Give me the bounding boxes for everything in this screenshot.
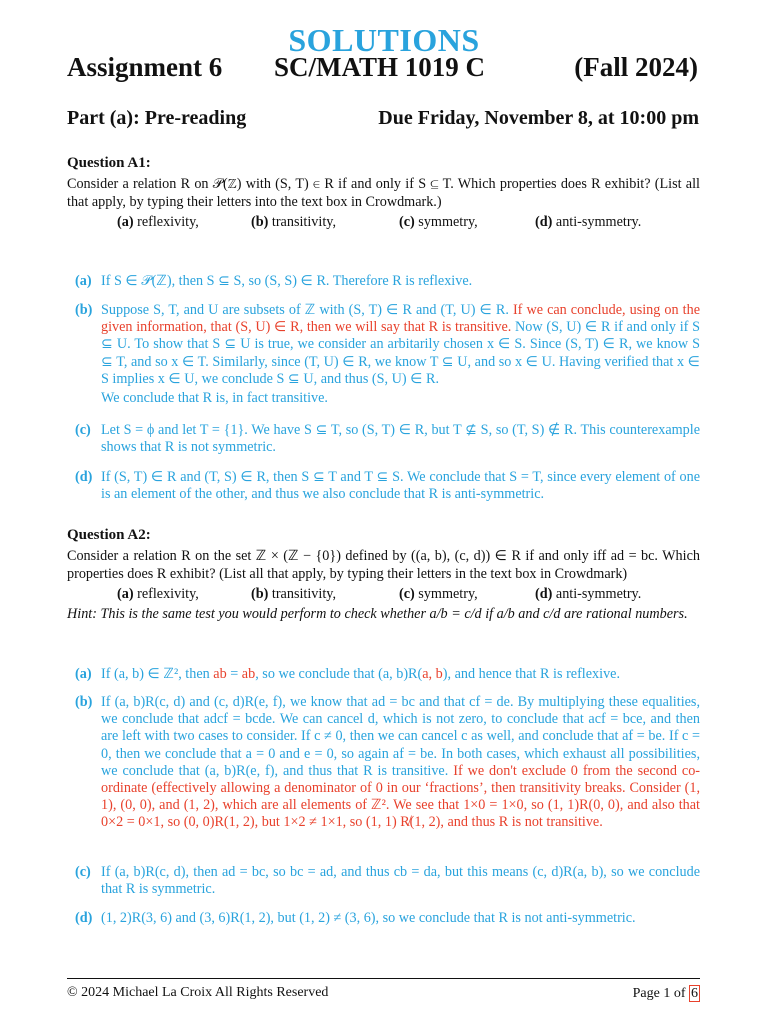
solutions-title: SOLUTIONS <box>288 22 480 58</box>
answer-a2-c: (c) If (a, b)R(c, d), then ad = bc, so bc = ad, and thus cb = da, but this means (c, d)R(a, b), so we conclude that R is symmetric. <box>75 864 700 898</box>
answer-a1-d: (d) If (S, T) ∈ R and (T, S) ∈ R, then S ⊆ T and T ⊆ S. We conclude that S = T, since every element of one is an element of the other, and thus we also conclude that R is anti-symmetric. <box>75 469 700 503</box>
answer-a2-a: (a) If (a, b) ∈ ℤ², then ab = ab, so we conclude that (a, b)R(a, b), and hence that R is reflexive. <box>75 666 621 682</box>
option-b: (b) transitivity, <box>251 586 336 602</box>
option-a: (a) reflexivity, <box>117 214 199 230</box>
due-date: Due Friday, November 8, at 10:00 pm <box>378 107 699 129</box>
course-code: SC/MATH 1019 C <box>274 52 486 82</box>
question-a2-text: Consider a relation R on the set ℤ × (ℤ − {0}) defined by ((a, b), (c, d)) ∈ R if and only iff ad = bc. Which properties does R exhibit? (List all that apply, by typing their letters in the text box in Crowdmark) <box>67 548 700 582</box>
term: (Fall 2024) <box>574 52 698 82</box>
part-title: Part (a): Pre-reading <box>67 107 247 129</box>
instructor-note: If we can conclude, using on the given information, that (S, U) ∈ R, then we will say that R is transitive. <box>101 302 700 336</box>
question-a1-title: Question A1: <box>67 155 151 171</box>
assignment-title: Assignment 6 <box>67 52 223 82</box>
page-number: Page 1 of 6 <box>632 986 698 1001</box>
answer-a1-c: (c) Let S = ϕ and let T = {1}. We have S ⊆ T, so (S, T) ∈ R, but T ⊈ S, so (T, S) ∉ R. This counterexample shows that R is not symmetric. <box>75 422 700 456</box>
option-d: (d) anti-symmetry. <box>535 214 642 230</box>
footer-rule <box>67 978 700 979</box>
option-a: (a) reflexivity, <box>117 586 199 602</box>
question-a1-text: Consider a relation R on 𝒫(ℤ) with (S, T) ∈ R if and only if S ⊆ T. Which properties does R exhibit? (List all that apply, by typing their letters into the text box in Crowdmark.) <box>67 176 700 210</box>
answer-a1-a: (a) If S ∈ 𝒫(ℤ), then S ⊆ S, so (S, S) ∈ R. Therefore R is reflexive. <box>75 273 473 289</box>
total-pages-link[interactable]: 6 <box>691 986 698 1001</box>
option-d: (d) anti-symmetry. <box>535 586 642 602</box>
instructor-note: If we don't exclude 0 from the second co-ordinate (effectively allowing a denominator of 0 in our ‘fractions’, then transitivity breaks. Consider (1, 1), (0, 0), and (1, 2), which are all elements of ℤ². We see that 1×0 = 1×0, so (1, 1)R(0, 0), and also that 0×2 = 0×1, so (0, 0)R(1, 2), but 1×2 ≠ 1×1, so (1, 1) R̸(1, 2), and thus R is not transitive. <box>101 762 701 831</box>
hint-text: Hint: This is the same test you would perform to check whether a/b = c/d if a/b and c/d are rational numbers. <box>67 606 688 622</box>
copyright: © 2024 Michael La Croix All Rights Reserved <box>67 985 329 1000</box>
option-c: (c) symmetry, <box>399 586 478 602</box>
answer-a1-b: (b) Suppose S, T, and U are subsets of ℤ with (S, T) ∈ R and (T, U) ∈ R. If we can conclude, using on the given information, that (S, U) ∈ R, then we will say that R is transitive. Now (S, U) ∈ R if and only if S ⊆ U. To show that S ⊆ U is true, we consider an arbitarily chosen x ∈ S. Since (S, T) ∈ R, we know S ⊆ T, and so x ∈ T. Similarly, since (T, U) ∈ R, we know T ⊆ U, and so x ∈ U. Having verified that x ∈ S implies x ∈ U, we conclude S ⊆ U, and thus (S, U) ∈ R. We conclude that R is, in fact transitive. <box>75 302 700 407</box>
option-b: (b) transitivity, <box>251 214 336 230</box>
answer-a2-d: (d) (1, 2)R(3, 6) and (3, 6)R(1, 2), but (1, 2) ≠ (3, 6), so we conclude that R is not anti-symmetric. <box>75 910 636 926</box>
question-a2-title: Question A2: <box>67 527 151 543</box>
answer-a2-b: (b) If (a, b)R(c, d) and (c, d)R(e, f), we know that ad = bc and that cf = de. By multiplying these equalities, we conclude that adcf = bcde. We can cancel d, which is not zero, to conclude that acf = bce, and then are left with two cases to consider. If c ≠ 0, then we can cancel c as well, and conclude that af = be. If c = 0, then we conclude that a = 0 and e = 0, so again af = be. In both cases, which exhaust all possibilities, we conclude that (a, b)R(e, f), and thus that R is transitive. If we don't exclude 0 from the second co-ordinate (effectively allowing a denominator of 0 in our ‘fractions’, then transitivity breaks. Consider (1, 1), (0, 0), and (1, 2), which are all elements of ℤ². We see that 1×0 = 1×0, so (1, 1)R(0, 0), and also that 0×2 = 0×1, so (0, 0)R(1, 2), but 1×2 ≠ 1×1, so (1, 1) R̸(1, 2), and thus R is not transitive. <box>75 694 701 831</box>
option-c: (c) symmetry, <box>399 214 478 230</box>
